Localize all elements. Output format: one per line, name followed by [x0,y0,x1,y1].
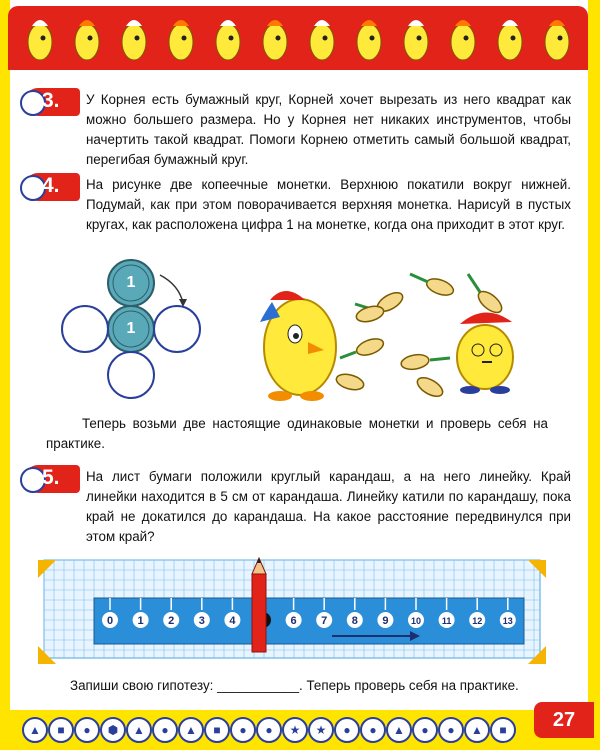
circle-icon: ● [256,717,282,743]
triangle-icon: ▲ [126,717,152,743]
square-icon: ■ [48,717,74,743]
empty-circle-left [62,306,108,352]
chick-right [457,312,513,394]
ruler-mark-label: 2 [168,615,175,627]
chick-border-illustration [8,6,588,70]
chick-icon [357,20,381,60]
chick-icon [263,20,287,60]
task-text: На лист бумаги положили круглый карандаш, а на него линейку. Край линейки находится в 5 см от карандаша. Линейку катили по карандашу, пока край не докатился до карандаша. На какое расстояние передвинулся при этом край? [86,469,571,544]
chick-icon [75,20,99,60]
chick-icon [498,20,522,60]
top-coin [108,260,154,306]
chick-icon [310,20,334,60]
ruler-mark-label: 13 [502,616,513,626]
chick-icon [404,20,428,60]
hexagon-icon: ⬢ [100,717,126,743]
task-text: На рисунке две копеечные монетки. Верхнюю покатили вокруг нижней. Подумай, как при этом поворачивается верхняя монетка. Нарисуй в пустых кругах, как расположена цифра 1 на монетке, когда она приходит в этот круг. [86,177,571,232]
circle-icon: ● [438,717,464,743]
chick-icon [451,20,475,60]
square-icon: ■ [490,717,516,743]
chick-left [260,291,336,401]
triangle-icon: ▲ [22,717,48,743]
ruler-mark-label: 8 [351,615,358,627]
coin-digit: 1 [126,320,136,337]
star-icon: ★ [308,717,334,743]
circle-icon: ● [230,717,256,743]
bottom-coin [108,306,154,352]
ruler-graphic [32,556,552,668]
chick-icon [545,20,569,60]
triangle-icon: ▲ [464,717,490,743]
ruler-mark-label: 4 [229,615,236,627]
triangle-icon: ▲ [386,717,412,743]
task-number-badge [24,88,80,116]
ruler-diagram [32,556,552,668]
coin-digit: 1 [126,274,136,291]
task-4-followup: Теперь возьми две настоящие одинаковые монетки и проверь себя на практике. [46,416,548,451]
square-icon: ■ [204,717,230,743]
ruler-mark-label: 7 [321,615,328,627]
task-number: 4. [42,174,60,197]
ruler-mark-label: 1 [137,615,144,627]
task-number-badge [24,465,80,493]
circle-icon: ● [334,717,360,743]
frame-left [0,0,10,750]
ruler-mark-label: 6 [290,615,297,627]
circle-icon: ● [152,717,178,743]
task-number: 3. [42,89,60,112]
frame-right [588,0,600,750]
circle-icon: ● [74,717,100,743]
hypothesis-blank[interactable]: ___________ [217,678,300,693]
bottom-shape-strip [22,717,522,743]
pencil [252,558,266,652]
hypothesis-line [70,678,519,693]
chicks-juggling-illustration [250,262,550,407]
page-number: 27 [534,702,594,738]
hypothesis-prefix: Запиши свою гипотезу: [70,678,214,693]
ruler [94,598,524,644]
ruler-mark-label: 3 [198,615,205,627]
chick-icon [216,20,240,60]
circle-icon: ● [412,717,438,743]
empty-circle-right [154,306,200,352]
rotation-arrow [160,275,183,303]
hypothesis-suffix: . Теперь проверь себя на практике. [299,678,519,693]
star-icon: ★ [282,717,308,743]
ruler-mark-label: 0 [106,615,114,627]
ruler-mark-label: 10 [410,616,422,626]
chick-icon [169,20,193,60]
top-banner [8,6,588,70]
chick-icon [122,20,146,60]
coins-diagram [55,255,205,405]
ruler-mark-label: 9 [382,615,389,627]
ruler-mark-label: 12 [472,616,483,626]
empty-circle-bottom [108,352,154,398]
task-number: 5. [42,466,60,489]
task-number-badge [24,173,80,201]
chick-icon [28,20,52,60]
ruler-mark-label: 11 [441,616,452,626]
task-text: У Корнея есть бумажный круг, Корней хочет вырезать из него квадрат как можно большего размера. Но у Корнея нет никаких инструментов, чтобы начертить такой квадрат. Помоги Корнею отметить самый большой квадрат, перегибая бумажный круг. [86,92,571,167]
triangle-icon: ▲ [178,717,204,743]
circle-icon: ● [360,717,386,743]
